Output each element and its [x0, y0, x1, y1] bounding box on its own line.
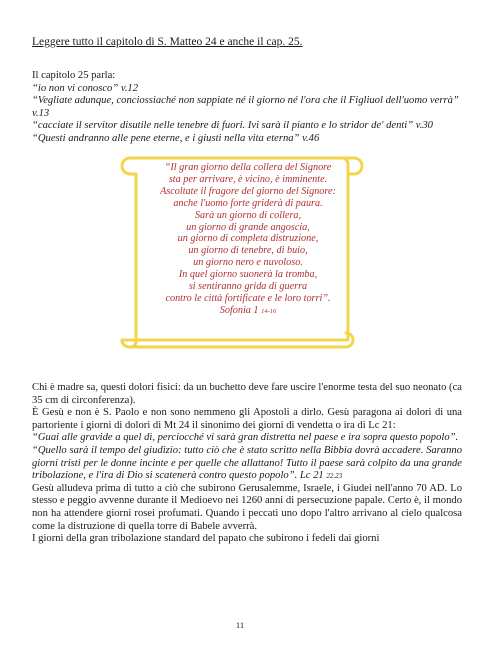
scripture-line: anche l'uomo forte griderà di paura. — [173, 197, 323, 209]
scripture-source-book: Sofonia 1 — [219, 304, 259, 316]
scripture-line: un giorno di grande angoscia, — [186, 221, 310, 233]
scripture-line: contro le città fortificate e le loro torri”. — [165, 292, 331, 304]
paragraph: I giorni della gran tribolazione standard del papato che subirono i fedeli dai giorni — [32, 533, 380, 545]
body-text — [32, 382, 462, 546]
scripture-source — [138, 305, 358, 318]
quote-line: “Vegliate adunque, conciossiaché non sappiate né il giorno né l'ora che il Figliuol dell'uomo verrà” v.13 — [32, 95, 459, 119]
bible-quote — [32, 445, 462, 483]
scroll-frame — [116, 144, 366, 354]
scripture-line: un giorno di tenebre, di buio, — [188, 245, 308, 257]
scripture-source-verses: 14-16 — [261, 307, 277, 315]
page-number: 11 — [235, 620, 245, 630]
paragraph: È Gesù e non è S. Paolo e non sono nemmeno gli Apostoli a dirlo. Gesù paragona ai dolori di una partoriente i giorni di dolori di Mt 24 il sinonimo dei giorni di vendetta o ira di Lc 21: — [32, 407, 462, 431]
scripture-line: si sentiranno grida di guerra — [188, 281, 308, 293]
quote-line: “cacciate il servitor disutile nelle tenebre di fuori. Ivi sarà il pianto e lo stridor de' denti” v.30 — [32, 120, 433, 132]
quote-line: “io non vi conosco” v.12 — [32, 82, 139, 94]
scripture-line: In quel giorno suonerà la tromba, — [178, 269, 318, 281]
quote-line: “Questi andranno alle pene eterne, e i giusti nella vita eterna” v.46 — [32, 132, 320, 144]
scripture-line: un giorno nero e nuvoloso. — [193, 257, 303, 269]
quotes-intro: Il capitolo 25 parla: — [32, 70, 116, 81]
scripture-line: Ascoltate il fragore del giorno del Signore: — [160, 185, 336, 197]
scripture-line: sta per arrivare, è vicino, è imminente. — [168, 173, 328, 185]
bible-quote: “Guai alle gravide a quel dì, perciocché vi sarà gran distretta nel paese e ira sopra questo popolo”. — [32, 432, 459, 444]
paragraph: Gesù alludeva prima di tutto a ciò che subirono Gerusalemme, Israele, i Giudei nell'anno 70 AD. Lo stesso e peggio avvenne durante il Medioevo nei 1260 anni di persecuzione papale. Certo è, il mondo non ha attendere giorni rosei profumati. Quando i peccati uno dopo l'altro arrivano al cielo qualcosa come la distruzione di quella torre di Babele avverrà. — [32, 482, 462, 532]
scripture-line: Sarà un giorno di collera, — [194, 209, 302, 221]
paragraph: Chi è madre sa, questi dolori fisici: da un buchetto deve fare uscire l'enorme testa del suo neonato (ca 35 cm di circonferenza). — [32, 382, 462, 406]
section-heading: Leggere tutto il capitolo di S. Matteo 24 e anche il cap. 25. — [32, 36, 303, 48]
bible-quote-text: “Quello sarà il tempo del giudizio: tutto ciò che è stato scritto nella Bibbia dovrà accadere. Saranno giorni tristi per le donne incinte e per quelle che allattano! Tutto il paese sarà colpito da una grande tribolazione, e l'ira di Dio si scatenerà contro questo popolo”. Lc 21 — [32, 444, 462, 482]
chapter-quotes — [32, 70, 462, 146]
scripture-line: un giorno di completa distruzione, — [177, 233, 319, 245]
scripture-line: “Il gran giorno della collera del Signore — [164, 162, 332, 173]
scripture-quote — [138, 162, 358, 318]
bible-quote-verses: 22.23 — [326, 472, 343, 481]
